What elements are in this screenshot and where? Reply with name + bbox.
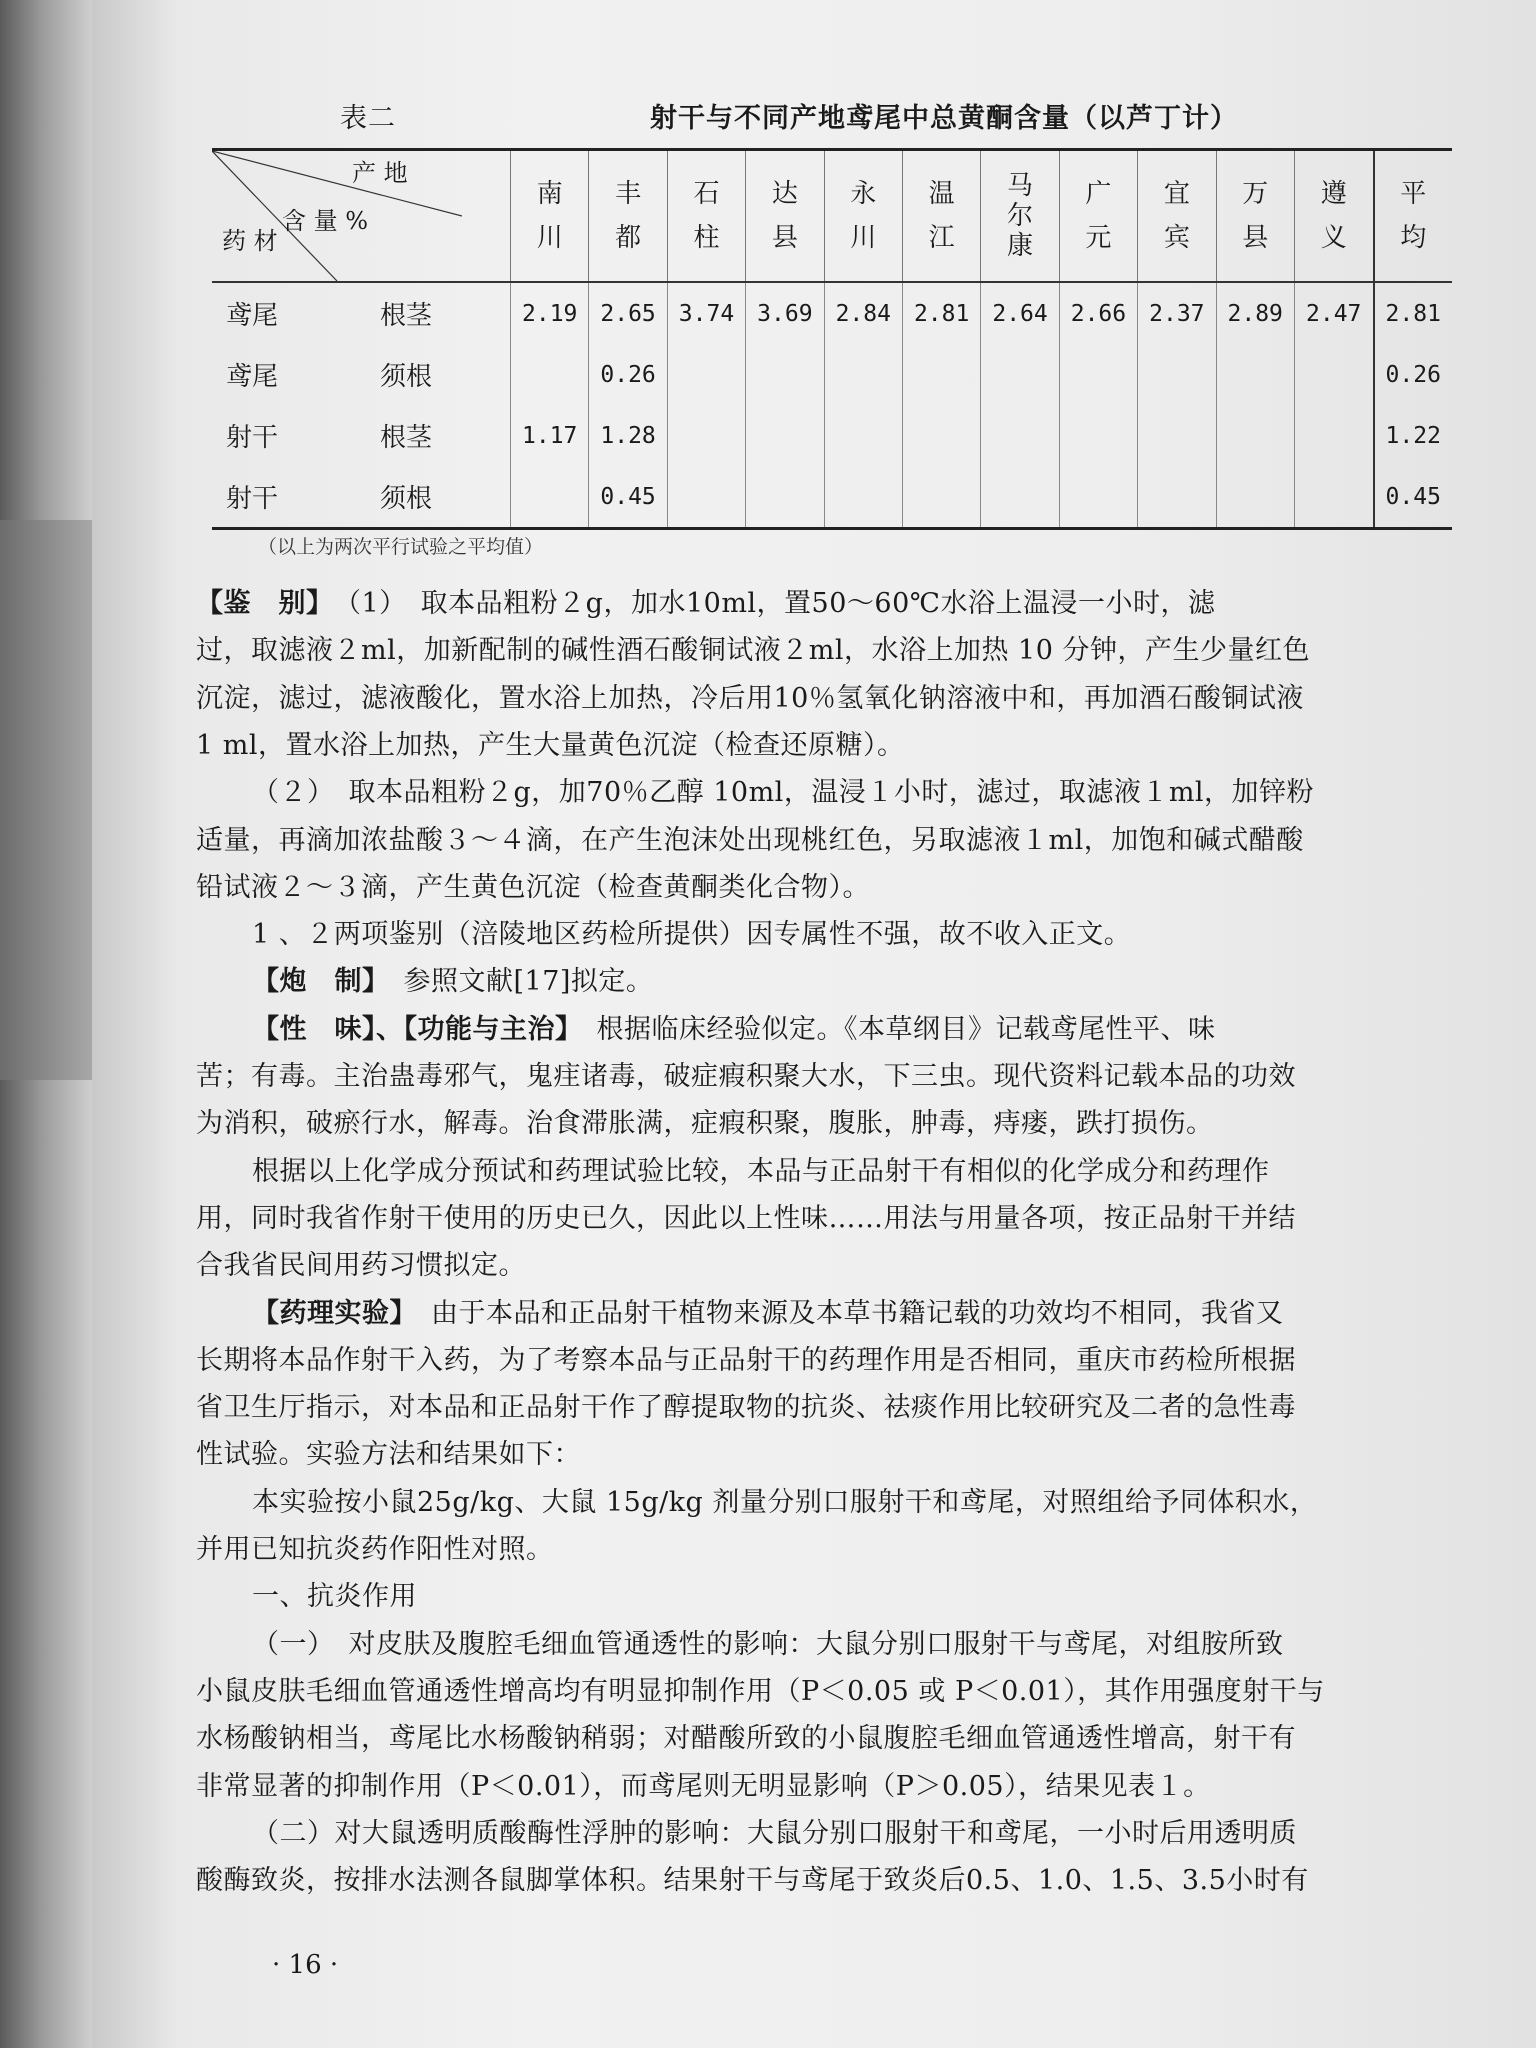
header-char: 万	[1242, 179, 1269, 209]
value-cell	[1138, 405, 1216, 466]
text-line: 1 ml，置水浴上加热，产生大量黄色沉淀（检查还原糖）。	[196, 729, 905, 761]
table-row	[212, 405, 1452, 466]
value-cell	[902, 344, 980, 405]
text-line: 并用已知抗炎药作阳性对照。	[196, 1534, 554, 1565]
value-cell	[981, 405, 1059, 466]
header-char: 江	[928, 223, 955, 253]
table-caption	[250, 96, 1350, 136]
header-char: 均	[1400, 223, 1427, 253]
table-footnote: （以上为两次平行试验之平均值）	[258, 536, 544, 558]
table-title: 射干与不同产地鸢尾中总黄酮含量（以芦丁计）	[650, 103, 1238, 134]
corner-label-drug: 药 材	[222, 227, 278, 255]
value-cell: 2.66	[1059, 282, 1137, 344]
header-char: 石	[693, 179, 720, 209]
text-line: 小鼠皮肤毛细血管通透性增高均有明显抑制作用（P＜0.05 或 P＜0.01），其作用强度射干与	[196, 1675, 1325, 1707]
header-char: 广	[1085, 179, 1112, 209]
value-cell	[511, 466, 589, 529]
value-cell	[746, 466, 824, 529]
region-header	[1059, 150, 1137, 283]
text-line: 一、抗炎作用	[252, 1581, 417, 1613]
value-cell	[1059, 405, 1137, 466]
text-line-body: 参照文献[17]拟定。	[376, 966, 654, 998]
region-header	[589, 150, 667, 283]
value-cell: 0.26	[589, 344, 667, 405]
text-line: 水杨酸钠相当，鸢尾比水杨酸钠稍弱；对醋酸所致的小鼠腹腔毛细血管通透性增高，射干有	[196, 1723, 1296, 1755]
region-header	[1138, 150, 1216, 283]
table-number: 表二	[340, 103, 396, 134]
value-cell: 2.84	[824, 282, 902, 344]
text-line-body: （1） 取本品粗粉２g，加水10ml，置50～60℃水浴上温浸一小时，滤	[320, 588, 1216, 619]
header-char: 元	[1085, 223, 1112, 253]
text-line-body: 由于本品和正品射干植物来源及本草书籍记载的功效均不相同，我省又	[403, 1297, 1284, 1329]
text-line: （一） 对皮肤及腹腔毛细血管通透性的影响：大鼠分别口服射干与鸢尾，对组胺所致	[252, 1628, 1284, 1660]
drug-name-cell: 射干	[226, 423, 279, 453]
value-cell	[1294, 466, 1373, 529]
value-cell	[667, 405, 745, 466]
value-cell	[824, 466, 902, 529]
text-line	[196, 580, 1215, 627]
text-line	[252, 1290, 1284, 1337]
header-char: 温	[928, 179, 955, 209]
text-line-body: 根据临床经验似定。《本草纲目》记载鸢尾性平、味	[569, 1013, 1216, 1045]
section-heading: 【性 味】、【功能与主治】	[252, 1013, 569, 1045]
value-cell	[1216, 344, 1294, 405]
value-cell: 0.26	[1374, 344, 1453, 405]
value-cell: 3.69	[746, 282, 824, 344]
value-cell	[511, 344, 589, 405]
corner-label-content: 含 量 %	[282, 207, 369, 235]
value-cell	[667, 466, 745, 529]
header-char: 宾	[1163, 223, 1190, 253]
region-header	[1374, 150, 1453, 283]
text-line: 性试验。实验方法和结果如下：	[196, 1439, 581, 1471]
region-header	[746, 150, 824, 283]
header-char: 马	[1007, 171, 1034, 201]
text-line: 用，同时我省作射干使用的历史已久，因此以上性味……用法与用量各项，按正品射干并结	[196, 1202, 1296, 1234]
text-line: 酸酶致炎，按排水法测各鼠脚掌体积。结果射干与鸢尾于致炎后0.5、1.0、1.5、3.5小时有	[196, 1865, 1309, 1897]
region-header	[902, 150, 980, 283]
value-cell: 0.45	[1374, 466, 1453, 529]
header-char: 达	[771, 179, 798, 209]
region-header	[1216, 150, 1294, 283]
table-corner-header	[212, 150, 511, 283]
value-cell: 2.19	[511, 282, 589, 344]
value-cell: 3.74	[667, 282, 745, 344]
section-heading: 【药理实验】	[252, 1297, 404, 1329]
value-cell	[902, 466, 980, 529]
value-cell: 2.89	[1216, 282, 1294, 344]
header-char: 县	[1242, 223, 1269, 253]
value-cell	[1294, 405, 1373, 466]
region-header	[981, 150, 1059, 283]
text-line: 1 、２两项鉴别（涪陵地区药检所提供）因专属性不强，故不收入正文。	[252, 919, 1132, 951]
text-line: 适量，再滴加浓盐酸３～４滴，在产生泡沫处出现桃红色，另取滤液１ml，加饱和碱式醋酸	[196, 824, 1304, 856]
header-char: 川	[536, 223, 563, 253]
text-line: 本实验按小鼠25g/kg、大鼠 15g/kg 剂量分别口服射干和鸢尾，对照组给予同体积水，	[252, 1486, 1318, 1518]
drug-name-cell: 射干	[226, 484, 279, 514]
table-row	[212, 282, 1452, 344]
text-line: 非常显著的抑制作用（P＜0.01），而鸢尾则无明显影响（P＞0.05），结果见表１。	[196, 1770, 1211, 1802]
binding-shadow	[0, 520, 92, 1080]
text-line: 铅试液２～３滴，产生黄色沉淀（检查黄酮类化合物）。	[196, 871, 870, 903]
text-line: 过，取滤液２ml，加新配制的碱性酒石酸铜试液２ml，水浴上加热 10 分钟，产生少量红色	[196, 635, 1310, 667]
flavonoid-table	[212, 148, 1452, 530]
value-cell: 2.81	[902, 282, 980, 344]
header-char: 遵	[1320, 179, 1347, 209]
text-line: 沉淀，滤过，滤液酸化，置水浴上加热，冷后用10％氢氧化钠溶液中和，再加酒石酸铜试液	[196, 682, 1304, 714]
value-cell	[902, 405, 980, 466]
value-cell	[981, 466, 1059, 529]
value-cell	[667, 344, 745, 405]
value-cell	[746, 405, 824, 466]
text-line	[252, 958, 653, 1005]
value-cell: 2.47	[1294, 282, 1373, 344]
table-row	[212, 466, 1452, 529]
header-char: 都	[615, 223, 642, 253]
plant-part-cell: 须根	[380, 362, 433, 392]
value-cell	[1059, 344, 1137, 405]
header-char: 川	[850, 223, 877, 253]
header-char: 南	[536, 179, 563, 209]
text-line: 为消积，破瘀行水，解毒。治食滞胀满，症瘕积聚，腹胀，肿毒，痔瘘，跌打损伤。	[196, 1108, 1214, 1140]
text-line: 合我省民间用药习惯拟定。	[196, 1250, 526, 1282]
header-char: 康	[1007, 231, 1034, 261]
header-char: 平	[1400, 179, 1427, 209]
text-line: 根据以上化学成分预试和药理试验比较，本品与正品射干有相似的化学成分和药理作	[252, 1155, 1270, 1187]
plant-part-cell: 须根	[380, 484, 433, 514]
value-cell	[981, 344, 1059, 405]
value-cell: 2.37	[1138, 282, 1216, 344]
text-line: （二）对大鼠透明质酸酶性浮肿的影响：大鼠分别口服射干和鸢尾，一小时后用透明质	[252, 1817, 1297, 1849]
value-cell	[1059, 466, 1137, 529]
value-cell	[1216, 466, 1294, 529]
value-cell: 1.22	[1374, 405, 1453, 466]
value-cell: 1.28	[589, 405, 667, 466]
value-cell: 2.64	[981, 282, 1059, 344]
value-cell	[1138, 466, 1216, 529]
value-cell	[1216, 405, 1294, 466]
page-number: · 16 ·	[272, 1950, 339, 1980]
region-header	[1294, 150, 1373, 283]
value-cell: 2.65	[589, 282, 667, 344]
value-cell	[746, 344, 824, 405]
region-header	[824, 150, 902, 283]
plant-part-cell: 根茎	[380, 301, 433, 331]
section-heading: 【鉴 别】	[196, 588, 320, 619]
text-line	[252, 1006, 1216, 1053]
header-char: 丰	[615, 179, 642, 209]
header-char: 柱	[693, 223, 720, 253]
value-cell: 0.45	[589, 466, 667, 529]
value-cell: 1.17	[511, 405, 589, 466]
text-line: 省卫生厅指示，对本品和正品射干作了醇提取物的抗炎、祛痰作用比较研究及二者的急性毒	[196, 1392, 1296, 1424]
section-heading: 【炮 制】	[252, 966, 376, 998]
value-cell	[824, 344, 902, 405]
text-line: （２） 取本品粗粉２g，加70％乙醇 10ml，温浸１小时，滤过，取滤液１ml，加锌粉	[252, 777, 1315, 809]
header-char: 永	[850, 179, 877, 209]
table-row	[212, 344, 1452, 405]
value-cell	[1138, 344, 1216, 405]
header-char: 尔	[1007, 201, 1034, 231]
drug-name-cell: 鸢尾	[226, 362, 279, 392]
value-cell	[1294, 344, 1373, 405]
plant-part-cell: 根茎	[380, 423, 433, 453]
corner-label-place: 产 地	[352, 159, 408, 187]
value-cell	[824, 405, 902, 466]
text-line: 苦；有毒。主治蛊毒邪气，鬼疰诸毒，破症瘕积聚大水，下三虫。现代资料记载本品的功效	[196, 1061, 1296, 1092]
drug-name-cell: 鸢尾	[226, 301, 279, 331]
text-line: 长期将本品作射干入药，为了考察本品与正品射干的药理作用是否相同，重庆市药检所根据	[196, 1344, 1296, 1376]
header-char: 宜	[1163, 179, 1190, 209]
header-char: 县	[771, 223, 798, 253]
value-cell: 2.81	[1374, 282, 1453, 344]
region-header	[511, 150, 589, 283]
region-header	[667, 150, 745, 283]
header-char: 义	[1320, 223, 1347, 253]
